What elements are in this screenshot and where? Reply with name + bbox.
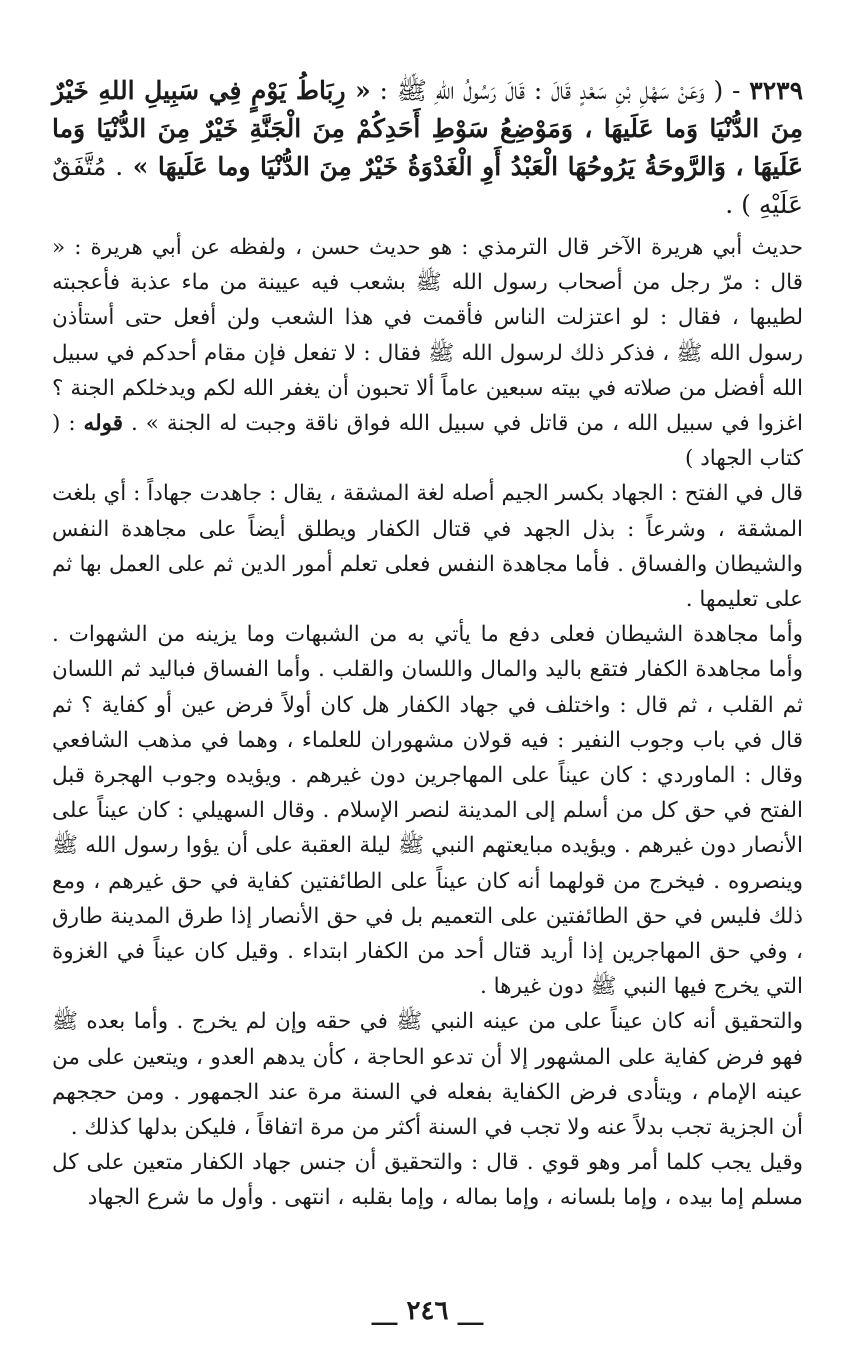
commentary-text: حديث أبي هريرة الآخر قال الترمذي : هو حديث حسن ، ولفظه عن أبي هريرة : « قال : مرّ رجل من أصحاب رسول الله ﷺ بشعب فيه عيينة من ماء عذبة فأعجبته لطيبها ، فقال : لو اعتزلت الناس فأقمت في هذا الشعب ولن أفعل حتى أستأذن رسول الله ﷺ ، فذكر ذلك لرسول الله ﷺ فقال : لا تفعل فإن مقام أحدكم في سبيل الله أفضل من صلاته في بيته سبعين عاماً ألا تحبون أن يغفر الله لكم ويدخلكم الجنة ؟ اغزوا في سبيل الله ، من قاتل في سبيل الله فواق ناقة وجبت له الجنة » . (52, 235, 803, 437)
commentary-text: : ( كتاب الجهاد ) (52, 411, 803, 472)
commentary-paragraph: والتحقيق أنه كان عيناً على من عينه النبي ﷺ في حقه وإن لم يخرج . وأما بعده ﷺ فهو فرض كفاية على المشهور إلا أن تدعو الحاجة ، كأن يدهم العدو ، ويتعين على من عينه الإمام ، ويتأدى فرض الكفاية بفعله في السنة مرة عند الجمهور . ومن حججهم أن الجزية تجب بدلاً عنه ولا تجب في السنة أكثر من مرة اتفاقاً ، فليكن بدلها كذلك . (52, 1009, 803, 1141)
hadith-intro: ( وَعَنْ سَهْلِ بْنِ سَعْدٍ قَالَ : قَالَ رَسُولُ اللهِ ﷺ : (370, 76, 724, 105)
hadith-number: ٣٢٣٩ (749, 76, 803, 105)
commentary-paragraph: وأما مجاهدة الشيطان فعلى دفع ما يأتي به من الشبهات وما يزينه من الشهوات . وأما مجاهدة الكفار فتقع باليد والمال واللسان والقلب . وأما الفساق فباليد ثم اللسان ثم القلب ، ثم قال : واختلف في جهاد الكفار هل كان أولاً فرض عين أو كفاية ؟ ثم قال في باب وجوب النفير : فيه قولان مشهوران للعلماء ، وهما في مذهب الشافعي وقال : الماوردي : كان عيناً على المهاجرين دون غيرهم . ويؤيده وجوب الهجرة قبل الفتح في حق كل من أسلم إلى المدينة لنصر الإسلام . وقال السهيلي : كان عيناً على الأنصار دون غيرهم . ويؤيده مبايعتهم النبي ﷺ ليلة العقبة على أن يؤوا رسول الله ﷺ وينصروه . فيخرج من قولهما أنه كان عيناً على الطائفتين كفاية في حق غيرهم ، ومع ذلك فليس في حق الطائفتين على التعميم بل في حق الأنصار إذا طرق المدينة طارق ، وفي حق المهاجرين إذا أريد قتال أحد من الكفار ابتداء . وقيل كان عيناً في الغزوة التي يخرج فيها النبي ﷺ دون غيرها . (52, 622, 803, 1000)
hadith-paragraph (52, 72, 803, 224)
hadith-dash: - (723, 76, 750, 105)
commentary-section (52, 230, 803, 1216)
commentary-keyword: قوله (83, 411, 124, 437)
page-number: __ ٢٤٦ __ (371, 1296, 484, 1326)
commentary-paragraph: وقيل يجب كلما أمر وهو قوي . قال : والتحقيق أن جنس جهاد الكفار متعين على كل مسلم إما بيده ، وإما بلسانه ، وإما بماله ، وإما بقلبه ، انتهى . وأول ما شرع الجهاد (52, 1150, 803, 1211)
commentary-paragraph (52, 230, 803, 476)
hadith-text: « رِبَاطُ يَوْمٍ فِي سَبِيلِ اللهِ خَيْرٌ مِنَ الدُّنْيَا وَما عَلَيهَا ، وَمَوْضِعُ سَوْطِ أَحَدِكُمْ مِنَ الْجَنَّةِ خَيْرٌ مِنَ الدُّنْيَا وَما عَلَيهَا ، وَالرَّوحَةُ يَرُوحُهَا الْعَبْدُ أَوِ الْغَدْوَةُ خَيْرٌ مِنَ الدُّنْيَا وما عَلَيهَا » (52, 76, 804, 181)
commentary-paragraph: قال في الفتح : الجهاد بكسر الجيم أصله لغة المشقة ، يقال : جاهدت جهاداً : أي بلغت المشقة ، وشرعاً : بذل الجهد في قتال الكفار ويطلق أيضاً على مجاهدة النفس والشيطان والفساق . فأما مجاهدة النفس فعلى تعلم أمور الدين ثم على العمل بها ثم على تعليمها . (52, 481, 803, 613)
hadith-closing: . مُتَّفَقٌ عَلَيْهِ ) . (52, 152, 803, 219)
